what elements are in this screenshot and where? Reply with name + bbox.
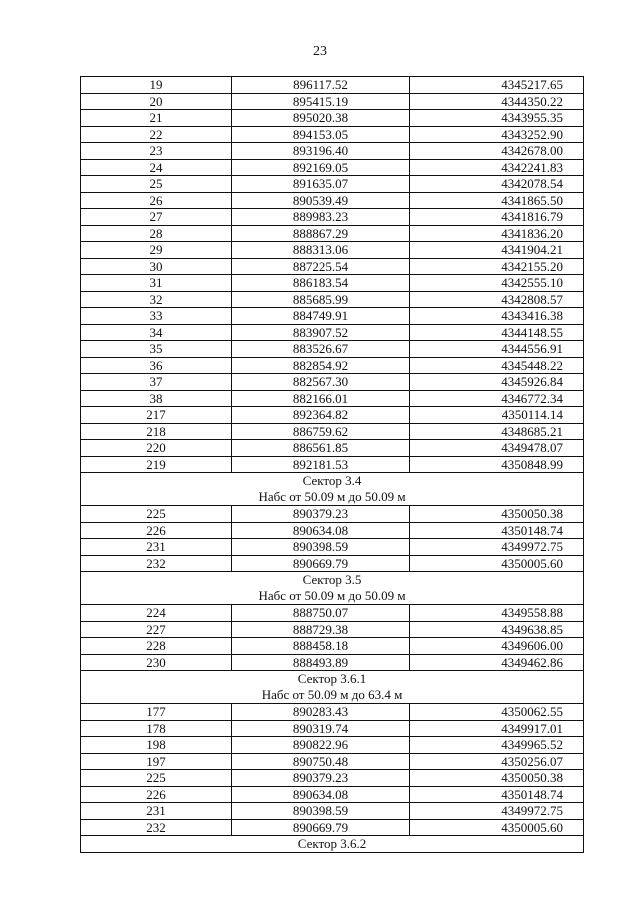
- table-row: [81, 440, 583, 457]
- y-coordinate: 4342555.10: [501, 275, 563, 290]
- y-coordinate: 4349462.86: [501, 654, 563, 670]
- point-number: 26: [81, 193, 232, 209]
- y-coordinate: 4349965.52: [501, 737, 563, 752]
- point-number: 32: [81, 292, 232, 308]
- table-row: [81, 77, 583, 94]
- x-coordinate: 892169.05: [232, 160, 410, 176]
- y-coordinate: 4350050.38: [501, 770, 563, 785]
- sector-title: Сектор 3.4: [302, 473, 362, 488]
- table-row: [81, 457, 583, 474]
- table-row: [81, 358, 583, 375]
- x-coordinate: 891635.07: [232, 176, 410, 192]
- x-coordinate: 892364.82: [232, 407, 410, 423]
- point-number: 38: [81, 391, 232, 407]
- x-coordinate: 890750.48: [232, 754, 410, 770]
- table-row: [81, 160, 583, 177]
- x-coordinate: 888493.89: [232, 655, 410, 671]
- table-row: [81, 374, 583, 391]
- x-coordinate: 888458.18: [232, 638, 410, 654]
- x-coordinate: 886183.54: [232, 275, 410, 291]
- point-number: 23: [81, 143, 232, 159]
- point-number: 178: [81, 721, 232, 737]
- y-coordinate: 4349638.85: [501, 621, 563, 637]
- table-row: [81, 506, 583, 523]
- page-number: 23: [313, 44, 327, 59]
- point-number: 20: [81, 94, 232, 110]
- point-number: 36: [81, 358, 232, 374]
- y-coordinate: 4350062.55: [501, 704, 563, 719]
- table-row: [81, 143, 583, 160]
- point-number: 232: [81, 820, 232, 836]
- table-row: [81, 193, 583, 210]
- table-row: [81, 655, 583, 672]
- x-coordinate: 882166.01: [232, 391, 410, 407]
- point-number: 231: [81, 539, 232, 555]
- y-coordinate: 4350256.07: [501, 753, 563, 769]
- y-coordinate: 4349972.75: [501, 803, 563, 818]
- point-number: 218: [81, 424, 232, 440]
- table-row: [81, 226, 583, 243]
- x-coordinate: 886561.85: [232, 440, 410, 456]
- x-coordinate: 890398.59: [232, 539, 410, 555]
- point-number: 27: [81, 209, 232, 225]
- table-row: [81, 242, 583, 259]
- x-coordinate: 885685.99: [232, 292, 410, 308]
- x-coordinate: 890539.49: [232, 193, 410, 209]
- y-coordinate: 4343955.35: [501, 110, 563, 125]
- point-number: 177: [81, 704, 232, 720]
- sector-header: [81, 473, 583, 506]
- point-number: 228: [81, 638, 232, 654]
- point-number: 28: [81, 226, 232, 242]
- point-number: 197: [81, 754, 232, 770]
- y-coordinate: 4345217.65: [501, 77, 563, 92]
- y-coordinate: 4348685.21: [501, 423, 563, 439]
- y-coordinate: 4342155.20: [501, 258, 563, 274]
- y-coordinate: 4350005.60: [501, 555, 563, 571]
- table-row: [81, 209, 583, 226]
- y-coordinate: 4349917.01: [501, 720, 563, 736]
- table-row: [81, 407, 583, 424]
- point-number: 227: [81, 622, 232, 638]
- sector-title: Сектор 3.6.1: [297, 671, 367, 686]
- table-row: [81, 523, 583, 540]
- table-row: [81, 754, 583, 771]
- table-row: [81, 176, 583, 193]
- y-coordinate: 4350148.74: [501, 522, 563, 538]
- table-row: [81, 275, 583, 292]
- point-number: 226: [81, 787, 232, 803]
- y-coordinate: 4344148.55: [501, 324, 563, 340]
- point-number: 232: [81, 556, 232, 572]
- table-row: [81, 539, 583, 556]
- point-number: 24: [81, 160, 232, 176]
- y-coordinate: 4349606.00: [501, 638, 563, 653]
- x-coordinate: 894153.05: [232, 127, 410, 143]
- table-row: [81, 803, 583, 820]
- x-coordinate: 895415.19: [232, 94, 410, 110]
- point-number: 225: [81, 506, 232, 522]
- table-row: [81, 556, 583, 573]
- y-coordinate: 4345448.22: [501, 357, 563, 373]
- table-row: [81, 341, 583, 358]
- table-row: [81, 391, 583, 408]
- table-row: [81, 638, 583, 655]
- table-row: [81, 704, 583, 721]
- point-number: 37: [81, 374, 232, 390]
- point-number: 29: [81, 242, 232, 258]
- x-coordinate: 895020.38: [232, 110, 410, 126]
- x-coordinate: 882567.30: [232, 374, 410, 390]
- table-row: [81, 787, 583, 804]
- point-number: 34: [81, 325, 232, 341]
- y-coordinate: 4341816.79: [501, 209, 563, 224]
- y-coordinate: 4349558.88: [501, 605, 563, 620]
- point-number: 224: [81, 605, 232, 621]
- point-number: 231: [81, 803, 232, 819]
- y-coordinate: 4343416.38: [501, 308, 563, 323]
- y-coordinate: 4344350.22: [501, 93, 563, 109]
- point-number: 33: [81, 308, 232, 324]
- table-row: [81, 259, 583, 276]
- sector-header: [81, 572, 583, 605]
- sector-title: Сектор 3.6.2: [81, 836, 583, 853]
- x-coordinate: 888750.07: [232, 605, 410, 621]
- y-coordinate: 4350005.60: [501, 819, 563, 835]
- y-coordinate: 4350050.38: [501, 506, 563, 521]
- table-row: [81, 820, 583, 837]
- table-row: [81, 127, 583, 144]
- point-number: 30: [81, 259, 232, 275]
- x-coordinate: 890379.23: [232, 506, 410, 522]
- table-row: [81, 94, 583, 111]
- x-coordinate: 886759.62: [232, 424, 410, 440]
- y-coordinate: 4350114.14: [501, 407, 563, 422]
- y-coordinate: 4342678.00: [501, 143, 563, 158]
- x-coordinate: 890822.96: [232, 737, 410, 753]
- point-number: 225: [81, 770, 232, 786]
- x-coordinate: 884749.91: [232, 308, 410, 324]
- table-row: [81, 424, 583, 441]
- y-coordinate: 4349972.75: [501, 539, 563, 554]
- x-coordinate: 890319.74: [232, 721, 410, 737]
- y-coordinate: 4342078.54: [501, 176, 563, 191]
- y-coordinate: 4345926.84: [501, 374, 563, 389]
- point-number: 217: [81, 407, 232, 423]
- point-number: 198: [81, 737, 232, 753]
- x-coordinate: 882854.92: [232, 358, 410, 374]
- x-coordinate: 890634.08: [232, 787, 410, 803]
- point-number: 22: [81, 127, 232, 143]
- x-coordinate: 890669.79: [232, 556, 410, 572]
- point-number: 25: [81, 176, 232, 192]
- y-coordinate: 4349478.07: [501, 440, 563, 455]
- x-coordinate: 889983.23: [232, 209, 410, 225]
- point-number: 220: [81, 440, 232, 456]
- table-row: [81, 622, 583, 639]
- x-coordinate: 893196.40: [232, 143, 410, 159]
- y-coordinate: 4350848.99: [501, 456, 563, 472]
- table-row: [81, 292, 583, 309]
- point-number: 31: [81, 275, 232, 291]
- point-number: 35: [81, 341, 232, 357]
- sector-header: [81, 671, 583, 704]
- x-coordinate: 888729.38: [232, 622, 410, 638]
- table-row: [81, 308, 583, 325]
- sector-height-range: Набс от 50.09 м до 50.09 м: [258, 588, 406, 603]
- x-coordinate: 883526.67: [232, 341, 410, 357]
- x-coordinate: 887225.54: [232, 259, 410, 275]
- sector-height-range: Набс от 50.09 м до 63.4 м: [261, 687, 403, 702]
- y-coordinate: 4343252.90: [501, 126, 563, 142]
- x-coordinate: 896117.52: [232, 77, 410, 93]
- point-number: 19: [81, 77, 232, 93]
- point-number: 21: [81, 110, 232, 126]
- y-coordinate: 4342808.57: [501, 291, 563, 307]
- sector-height-range: Набс от 50.09 м до 50.09 м: [258, 489, 406, 504]
- table-row: [81, 737, 583, 754]
- table-row: [81, 325, 583, 342]
- x-coordinate: 890669.79: [232, 820, 410, 836]
- y-coordinate: 4341865.50: [501, 192, 563, 208]
- y-coordinate: 4350148.74: [501, 786, 563, 802]
- x-coordinate: 890634.08: [232, 523, 410, 539]
- x-coordinate: 888867.29: [232, 226, 410, 242]
- x-coordinate: 890398.59: [232, 803, 410, 819]
- x-coordinate: 883907.52: [232, 325, 410, 341]
- table-row: [81, 110, 583, 127]
- y-coordinate: 4346772.34: [501, 390, 563, 406]
- x-coordinate: 890379.23: [232, 770, 410, 786]
- y-coordinate: 4342241.83: [501, 159, 563, 175]
- y-coordinate: 4341836.20: [501, 225, 563, 241]
- x-coordinate: 890283.43: [232, 704, 410, 720]
- x-coordinate: 892181.53: [232, 457, 410, 473]
- sector-title: Сектор 3.5: [302, 572, 362, 587]
- table-row: [81, 605, 583, 622]
- y-coordinate: 4341904.21: [501, 242, 563, 257]
- coordinates-table: [80, 76, 584, 853]
- point-number: 230: [81, 655, 232, 671]
- point-number: 226: [81, 523, 232, 539]
- point-number: 219: [81, 457, 232, 473]
- table-row: [81, 721, 583, 738]
- table-row: [81, 770, 583, 787]
- y-coordinate: 4344556.91: [501, 341, 563, 356]
- x-coordinate: 888313.06: [232, 242, 410, 258]
